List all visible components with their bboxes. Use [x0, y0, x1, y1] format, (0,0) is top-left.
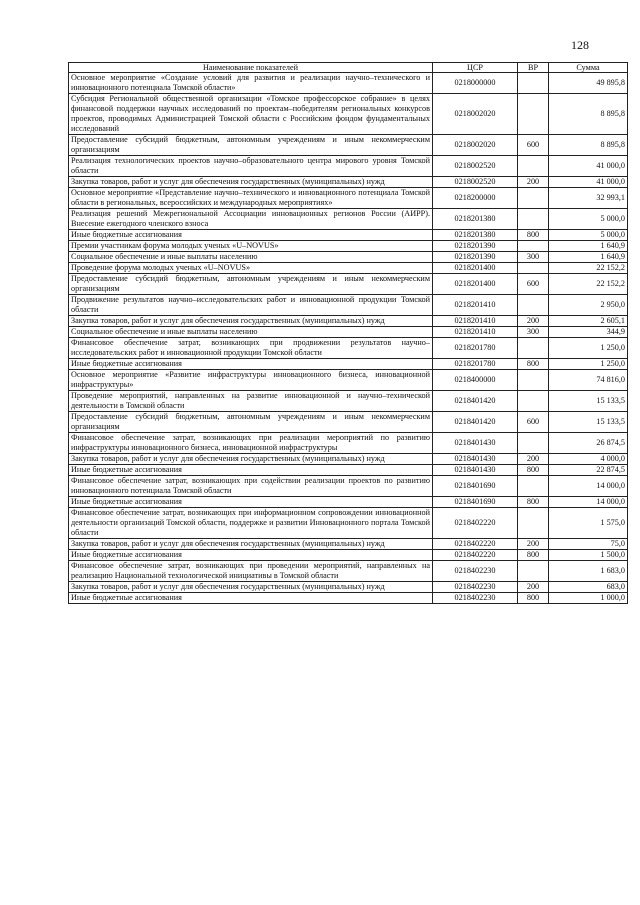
row-sum: 14 000,0: [549, 476, 628, 497]
row-vr-code: 300: [518, 327, 549, 338]
header-csr: ЦСР: [433, 63, 518, 73]
table-row: [69, 497, 628, 508]
table-row: [69, 241, 628, 252]
row-vr-code: [518, 156, 549, 177]
table-row: [69, 188, 628, 209]
row-sum: 49 895,8: [549, 73, 628, 94]
row-sum: 1 250,0: [549, 338, 628, 359]
row-csr-code: 0218400000: [433, 370, 518, 391]
row-name: Реализация решений Межрегиональной Ассоциации инновационных регионов России (АИРР). Внесение ежегодного членского взноса: [69, 209, 433, 230]
row-vr-code: [518, 263, 549, 274]
row-sum: 344,9: [549, 327, 628, 338]
row-csr-code: 0218002020: [433, 94, 518, 135]
row-csr-code: 0218402220: [433, 539, 518, 550]
row-name: Финансовое обеспечение затрат, возникающих при реализации мероприятий по развитию инфраструктуры инновационного бизнеса, инновационной инфраструктуры: [69, 433, 433, 454]
row-name: Проведение мероприятий, направленных на развитие инновационной и научно–технической деятельности в Томской области: [69, 391, 433, 412]
row-name: Основное мероприятие «Представление научно–технического и инновационного потенциала Томской области в региональных, всероссийских и международных мероприятиях»: [69, 188, 433, 209]
table-row: [69, 156, 628, 177]
row-sum: 1 575,0: [549, 508, 628, 539]
row-name: Финансовое обеспечение затрат, возникающих при продвижении результатов научно–исследовательских работ и инновационной продукции Томской области: [69, 338, 433, 359]
row-csr-code: 0218201780: [433, 359, 518, 370]
row-sum: 41 000,0: [549, 156, 628, 177]
row-csr-code: 0218201410: [433, 327, 518, 338]
row-name: Проведение форума молодых ученых «U–NOVUS»: [69, 263, 433, 274]
row-sum: 4 000,0: [549, 454, 628, 465]
row-vr-code: [518, 391, 549, 412]
table-header-row: [69, 63, 628, 73]
row-vr-code: [518, 241, 549, 252]
row-sum: 683,0: [549, 582, 628, 593]
table-row: [69, 73, 628, 94]
table-row: [69, 230, 628, 241]
row-sum: 22 874,5: [549, 465, 628, 476]
row-vr-code: 300: [518, 252, 549, 263]
row-vr-code: [518, 209, 549, 230]
row-csr-code: 0218201400: [433, 263, 518, 274]
row-sum: 2 605,1: [549, 316, 628, 327]
row-csr-code: 0218200000: [433, 188, 518, 209]
row-sum: 2 950,0: [549, 295, 628, 316]
row-vr-code: 800: [518, 465, 549, 476]
table-row: [69, 593, 628, 604]
row-csr-code: 0218401420: [433, 391, 518, 412]
row-csr-code: 0218402220: [433, 508, 518, 539]
row-name: Закупка товаров, работ и услуг для обеспечения государственных (муниципальных) нужд: [69, 582, 433, 593]
row-csr-code: 0218401690: [433, 497, 518, 508]
row-csr-code: 0218201380: [433, 209, 518, 230]
row-sum: 1 250,0: [549, 359, 628, 370]
row-vr-code: 800: [518, 593, 549, 604]
row-name: Предоставление субсидий бюджетным, автономным учреждениям и иным некоммерческим организациям: [69, 274, 433, 295]
row-csr-code: 0218401430: [433, 454, 518, 465]
row-vr-code: 600: [518, 135, 549, 156]
row-csr-code: 0218002020: [433, 135, 518, 156]
table-row: [69, 391, 628, 412]
row-sum: 5 000,0: [549, 209, 628, 230]
row-name: Закупка товаров, работ и услуг для обеспечения государственных (муниципальных) нужд: [69, 454, 433, 465]
row-name: Иные бюджетные ассигнования: [69, 550, 433, 561]
table-row: [69, 370, 628, 391]
page-number: 128: [571, 38, 589, 52]
table-row: [69, 508, 628, 539]
row-sum: 8 895,8: [549, 135, 628, 156]
row-sum: 14 000,0: [549, 497, 628, 508]
row-name: Основное мероприятие «Развитие инфраструктуры инновационного бизнеса, инновационной инфраструктуры»: [69, 370, 433, 391]
row-vr-code: [518, 476, 549, 497]
row-vr-code: [518, 338, 549, 359]
row-csr-code: 0218402230: [433, 561, 518, 582]
row-csr-code: 0218401430: [433, 465, 518, 476]
row-name: Премии участникам форума молодых ученых «U–NOVUS»: [69, 241, 433, 252]
table-row: [69, 274, 628, 295]
row-sum: 8 895,8: [549, 94, 628, 135]
table-row: [69, 338, 628, 359]
header-sum: Сумма: [549, 63, 628, 73]
row-sum: 15 133,5: [549, 412, 628, 433]
row-csr-code: 0218201400: [433, 274, 518, 295]
table-row: [69, 359, 628, 370]
row-csr-code: 0218201410: [433, 295, 518, 316]
row-vr-code: [518, 188, 549, 209]
row-name: Основное мероприятие «Создание условий для развития и реализации научно–технического и инновационного потенциала Томской области»: [69, 73, 433, 94]
row-name: Закупка товаров, работ и услуг для обеспечения государственных (муниципальных) нужд: [69, 539, 433, 550]
row-csr-code: 0218401690: [433, 476, 518, 497]
table-row: [69, 209, 628, 230]
table-row: [69, 476, 628, 497]
row-vr-code: 600: [518, 274, 549, 295]
row-csr-code: 0218201780: [433, 338, 518, 359]
table-row: [69, 316, 628, 327]
row-sum: 22 152,2: [549, 263, 628, 274]
row-vr-code: 200: [518, 316, 549, 327]
row-name: Субсидия Региональной общественной организации «Томское профессорское собрание» в целях финансовой поддержки научных исследований по проектам–победителям региональных конкурсов проектов, проводимых Администрацией Томской области с Российским фондом фундаментальных исследований: [69, 94, 433, 135]
row-vr-code: 600: [518, 412, 549, 433]
row-vr-code: 800: [518, 497, 549, 508]
row-sum: 26 874,5: [549, 433, 628, 454]
row-name: Социальное обеспечение и иные выплаты населению: [69, 327, 433, 338]
row-name: Предоставление субсидий бюджетным, автономным учреждениям и иным некоммерческим организациям: [69, 412, 433, 433]
row-vr-code: 200: [518, 454, 549, 465]
table-row: [69, 135, 628, 156]
row-csr-code: 0218002520: [433, 177, 518, 188]
row-csr-code: 0218402220: [433, 550, 518, 561]
row-name: Продвижение результатов научно–исследовательских работ и инновационной продукции Томской области: [69, 295, 433, 316]
row-csr-code: 0218000000: [433, 73, 518, 94]
row-sum: 1 640,9: [549, 252, 628, 263]
row-vr-code: [518, 433, 549, 454]
row-name: Закупка товаров, работ и услуг для обеспечения государственных (муниципальных) нужд: [69, 177, 433, 188]
table-row: [69, 94, 628, 135]
row-csr-code: 0218201390: [433, 252, 518, 263]
table-row: [69, 561, 628, 582]
table-row: [69, 433, 628, 454]
row-name: Финансовое обеспечение затрат, возникающих при содействии реализации проектов по развитию инновационного потенциала Томской области: [69, 476, 433, 497]
row-name: Предоставление субсидий бюджетным, автономным учреждениям и иным некоммерческим организациям: [69, 135, 433, 156]
budget-table: [68, 62, 628, 604]
row-vr-code: [518, 508, 549, 539]
row-vr-code: [518, 370, 549, 391]
table-row: [69, 582, 628, 593]
row-sum: 74 816,0: [549, 370, 628, 391]
row-csr-code: 0218401430: [433, 433, 518, 454]
row-sum: 1 640,9: [549, 241, 628, 252]
row-csr-code: 0218201380: [433, 230, 518, 241]
table-row: [69, 412, 628, 433]
row-csr-code: 0218201390: [433, 241, 518, 252]
row-name: Финансовое обеспечение затрат, возникающих при информационном сопровождении инновационной деятельности организаций Томской области, поддержке и развитии Инновационного портала Томской области: [69, 508, 433, 539]
row-vr-code: [518, 561, 549, 582]
row-vr-code: 800: [518, 359, 549, 370]
table-row: [69, 465, 628, 476]
row-sum: 41 000,0: [549, 177, 628, 188]
header-name: Наименование показателей: [69, 63, 433, 73]
row-csr-code: 0218002520: [433, 156, 518, 177]
row-name: Иные бюджетные ассигнования: [69, 230, 433, 241]
row-sum: 32 993,1: [549, 188, 628, 209]
row-csr-code: 0218201410: [433, 316, 518, 327]
row-name: Социальное обеспечение и иные выплаты населению: [69, 252, 433, 263]
row-csr-code: 0218402230: [433, 593, 518, 604]
row-csr-code: 0218401420: [433, 412, 518, 433]
row-name: Иные бюджетные ассигнования: [69, 497, 433, 508]
row-vr-code: [518, 295, 549, 316]
header-vr: ВР: [518, 63, 549, 73]
table-row: [69, 454, 628, 465]
row-sum: 1 500,0: [549, 550, 628, 561]
table-row: [69, 263, 628, 274]
table-row: [69, 550, 628, 561]
row-vr-code: [518, 73, 549, 94]
row-csr-code: 0218402230: [433, 582, 518, 593]
table-row: [69, 252, 628, 263]
row-name: Реализация технологических проектов научно–образовательного центра мирового уровня Томской области: [69, 156, 433, 177]
row-vr-code: 200: [518, 177, 549, 188]
row-sum: 5 000,0: [549, 230, 628, 241]
row-name: Иные бюджетные ассигнования: [69, 465, 433, 476]
table-row: [69, 327, 628, 338]
row-vr-code: 800: [518, 550, 549, 561]
row-name: Иные бюджетные ассигнования: [69, 593, 433, 604]
row-vr-code: 200: [518, 582, 549, 593]
row-sum: 75,0: [549, 539, 628, 550]
table-row: [69, 177, 628, 188]
row-sum: 22 152,2: [549, 274, 628, 295]
table-row: [69, 539, 628, 550]
row-vr-code: 200: [518, 539, 549, 550]
row-vr-code: [518, 94, 549, 135]
row-name: Закупка товаров, работ и услуг для обеспечения государственных (муниципальных) нужд: [69, 316, 433, 327]
row-name: Иные бюджетные ассигнования: [69, 359, 433, 370]
row-sum: 15 133,5: [549, 391, 628, 412]
row-sum: 1 000,0: [549, 593, 628, 604]
row-name: Финансовое обеспечение затрат, возникающих при проведении мероприятий, направленных на реализацию Национальной технологической инициативы в Томской области: [69, 561, 433, 582]
row-vr-code: 800: [518, 230, 549, 241]
row-sum: 1 683,0: [549, 561, 628, 582]
table-row: [69, 295, 628, 316]
